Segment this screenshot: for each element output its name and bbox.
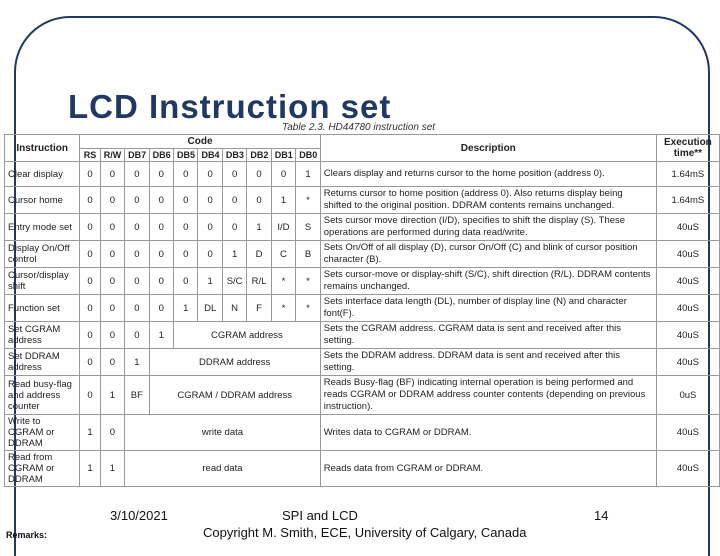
table-row: [5, 241, 720, 268]
header-instruction: Instruction: [5, 135, 80, 162]
code-bit: 1: [125, 349, 149, 376]
code-bit: 1: [100, 451, 124, 487]
code-bit: 0: [174, 268, 198, 295]
table-row: [5, 162, 720, 187]
instruction-description: Writes data to CGRAM or DDRAM.: [320, 415, 656, 451]
code-bit: 0: [80, 187, 100, 214]
code-bit: *: [271, 268, 295, 295]
code-span: DDRAM address: [149, 349, 320, 376]
table-row: [5, 187, 720, 214]
code-bit: DL: [198, 295, 222, 322]
code-bit: 0: [100, 415, 124, 451]
instruction-name: Entry mode set: [5, 214, 80, 241]
code-bit: D: [247, 241, 271, 268]
code-bit: 0: [149, 162, 173, 187]
code-bit: 0: [125, 241, 149, 268]
instruction-name: Write to CGRAM or DDRAM: [5, 415, 80, 451]
code-bit: 0: [100, 268, 124, 295]
execution-time: 40uS: [656, 349, 719, 376]
execution-time: 40uS: [656, 415, 719, 451]
instruction-description: Clears display and returns cursor to the home position (address 0).: [320, 162, 656, 187]
header-bit-db1: DB1: [271, 149, 295, 162]
execution-time: 1.64mS: [656, 162, 719, 187]
code-bit: 0: [149, 214, 173, 241]
code-bit: F: [247, 295, 271, 322]
instruction-description: Sets cursor move direction (I/D), specifies to shift the display (S). These operations are performed during data read/write.: [320, 214, 656, 241]
header-execution-time: Execution time**: [656, 135, 719, 162]
code-bit: 0: [80, 349, 100, 376]
code-bit: 0: [80, 162, 100, 187]
code-bit: 0: [271, 162, 295, 187]
instruction-description: Reads data from CGRAM or DDRAM.: [320, 451, 656, 487]
code-bit: 1: [149, 322, 173, 349]
code-bit: S: [296, 214, 321, 241]
code-bit: 0: [222, 214, 246, 241]
execution-time: 0uS: [656, 376, 719, 415]
code-bit: 1: [247, 214, 271, 241]
header-bit-db2: DB2: [247, 149, 271, 162]
code-bit: 0: [100, 322, 124, 349]
code-bit: 0: [100, 162, 124, 187]
header-code: Code: [80, 135, 320, 149]
remarks-label: Remarks:: [6, 530, 48, 540]
code-bit: *: [296, 268, 321, 295]
code-bit: 0: [100, 241, 124, 268]
execution-time: 1.64mS: [656, 187, 719, 214]
table-row: [5, 214, 720, 241]
table-row: [5, 376, 720, 415]
instruction-description: Reads Busy-flag (BF) indicating internal operation is being performed and reads CGRAM or DDRAM address counter contents (depending on previous instruction).: [320, 376, 656, 415]
code-bit: 0: [100, 214, 124, 241]
code-bit: 0: [174, 241, 198, 268]
slide-title: LCD Instruction set: [68, 88, 392, 125]
code-bit: 0: [125, 162, 149, 187]
code-bit: 0: [174, 187, 198, 214]
code-bit: 0: [174, 214, 198, 241]
code-bit: 1: [222, 241, 246, 268]
code-bit: 0: [125, 268, 149, 295]
code-bit: B: [296, 241, 321, 268]
code-bit: 0: [125, 295, 149, 322]
instruction-description: Sets On/Off of all display (D), cursor On/Off (C) and blink of cursor position character (B).: [320, 241, 656, 268]
footer-copyright: Copyright M. Smith, ECE, University of Calgary, Canada: [203, 525, 527, 540]
code-bit: 1: [80, 451, 100, 487]
instruction-description: Returns cursor to home position (address 0). Also returns display being shifted to the original position. DDRAM contents remains unchanged.: [320, 187, 656, 214]
code-bit: 0: [149, 187, 173, 214]
execution-time: 40uS: [656, 214, 719, 241]
code-bit: 1: [80, 415, 100, 451]
header-bit-db6: DB6: [149, 149, 173, 162]
header-bit-rw: R/W: [100, 149, 124, 162]
code-bit: S/C: [222, 268, 246, 295]
code-bit: 0: [247, 162, 271, 187]
code-bit: R/L: [247, 268, 271, 295]
footer-topic: SPI and LCD: [282, 508, 358, 523]
execution-time: 40uS: [656, 451, 719, 487]
instruction-name: Clear display: [5, 162, 80, 187]
instruction-name: Function set: [5, 295, 80, 322]
code-bit: 0: [198, 214, 222, 241]
code-span: CGRAM / DDRAM address: [149, 376, 320, 415]
header-bit-db5: DB5: [174, 149, 198, 162]
code-bit: *: [271, 295, 295, 322]
code-bit: 0: [198, 241, 222, 268]
code-bit: BF: [125, 376, 149, 415]
code-bit: 1: [271, 187, 295, 214]
instruction-name: Cursor/display shift: [5, 268, 80, 295]
table-row: [5, 268, 720, 295]
execution-time: 40uS: [656, 268, 719, 295]
code-bit: *: [296, 295, 321, 322]
code-bit: 0: [247, 187, 271, 214]
code-bit: C: [271, 241, 295, 268]
header-bit-rs: RS: [80, 149, 100, 162]
code-bit: 0: [80, 214, 100, 241]
code-bit: 1: [174, 295, 198, 322]
code-bit: 1: [100, 376, 124, 415]
code-bit: 0: [100, 187, 124, 214]
execution-time: 40uS: [656, 295, 719, 322]
execution-time: 40uS: [656, 322, 719, 349]
footer-page-number: 14: [594, 508, 609, 523]
footer-date: 3/10/2021: [110, 508, 168, 523]
table-row: [5, 451, 720, 487]
instruction-table: [4, 134, 720, 487]
table-row: [5, 415, 720, 451]
code-span: read data: [125, 451, 321, 487]
instruction-name: Read busy-flag and address counter: [5, 376, 80, 415]
code-bit: 0: [80, 295, 100, 322]
code-bit: 0: [100, 295, 124, 322]
code-span: CGRAM address: [174, 322, 321, 349]
code-bit: 1: [296, 162, 321, 187]
instruction-name: Read from CGRAM or DDRAM: [5, 451, 80, 487]
code-bit: 0: [125, 187, 149, 214]
table-body: [5, 162, 720, 487]
code-span: write data: [125, 415, 321, 451]
instruction-name: Set CGRAM address: [5, 322, 80, 349]
code-bit: 0: [149, 268, 173, 295]
code-bit: 0: [80, 376, 100, 415]
instruction-description: Sets interface data length (DL), number of display line (N) and character font(F).: [320, 295, 656, 322]
code-bit: *: [296, 187, 321, 214]
header-bit-db7: DB7: [125, 149, 149, 162]
instruction-table-container: [4, 134, 720, 540]
instruction-name: Set DDRAM address: [5, 349, 80, 376]
instruction-description: Sets cursor-move or display-shift (S/C), shift direction (R/L). DDRAM contents remains unchanged.: [320, 268, 656, 295]
code-bit: 0: [80, 268, 100, 295]
code-bit: 0: [149, 295, 173, 322]
execution-time: 40uS: [656, 241, 719, 268]
code-bit: 0: [80, 241, 100, 268]
code-bit: 0: [80, 322, 100, 349]
code-bit: 0: [222, 162, 246, 187]
header-description: Description: [320, 135, 656, 162]
code-bit: N: [222, 295, 246, 322]
code-bit: I/D: [271, 214, 295, 241]
instruction-description: Sets the DDRAM address. DDRAM data is sent and received after this setting.: [320, 349, 656, 376]
code-bit: 0: [222, 187, 246, 214]
code-bit: 0: [125, 214, 149, 241]
code-bit: 0: [149, 241, 173, 268]
table-row: [5, 295, 720, 322]
header-bit-db4: DB4: [198, 149, 222, 162]
table-row: [5, 322, 720, 349]
instruction-description: Sets the CGRAM address. CGRAM data is sent and received after this setting.: [320, 322, 656, 349]
code-bit: 1: [198, 268, 222, 295]
header-bit-db3: DB3: [222, 149, 246, 162]
instruction-name: Cursor home: [5, 187, 80, 214]
code-bit: 0: [198, 162, 222, 187]
code-bit: 0: [125, 322, 149, 349]
code-bit: 0: [174, 162, 198, 187]
table-caption: Table 2.3. HD44780 instruction set: [282, 122, 436, 133]
header-bit-db0: DB0: [296, 149, 321, 162]
instruction-name: Display On/Off control: [5, 241, 80, 268]
code-bit: 0: [198, 187, 222, 214]
table-row: [5, 349, 720, 376]
code-bit: 0: [100, 349, 124, 376]
